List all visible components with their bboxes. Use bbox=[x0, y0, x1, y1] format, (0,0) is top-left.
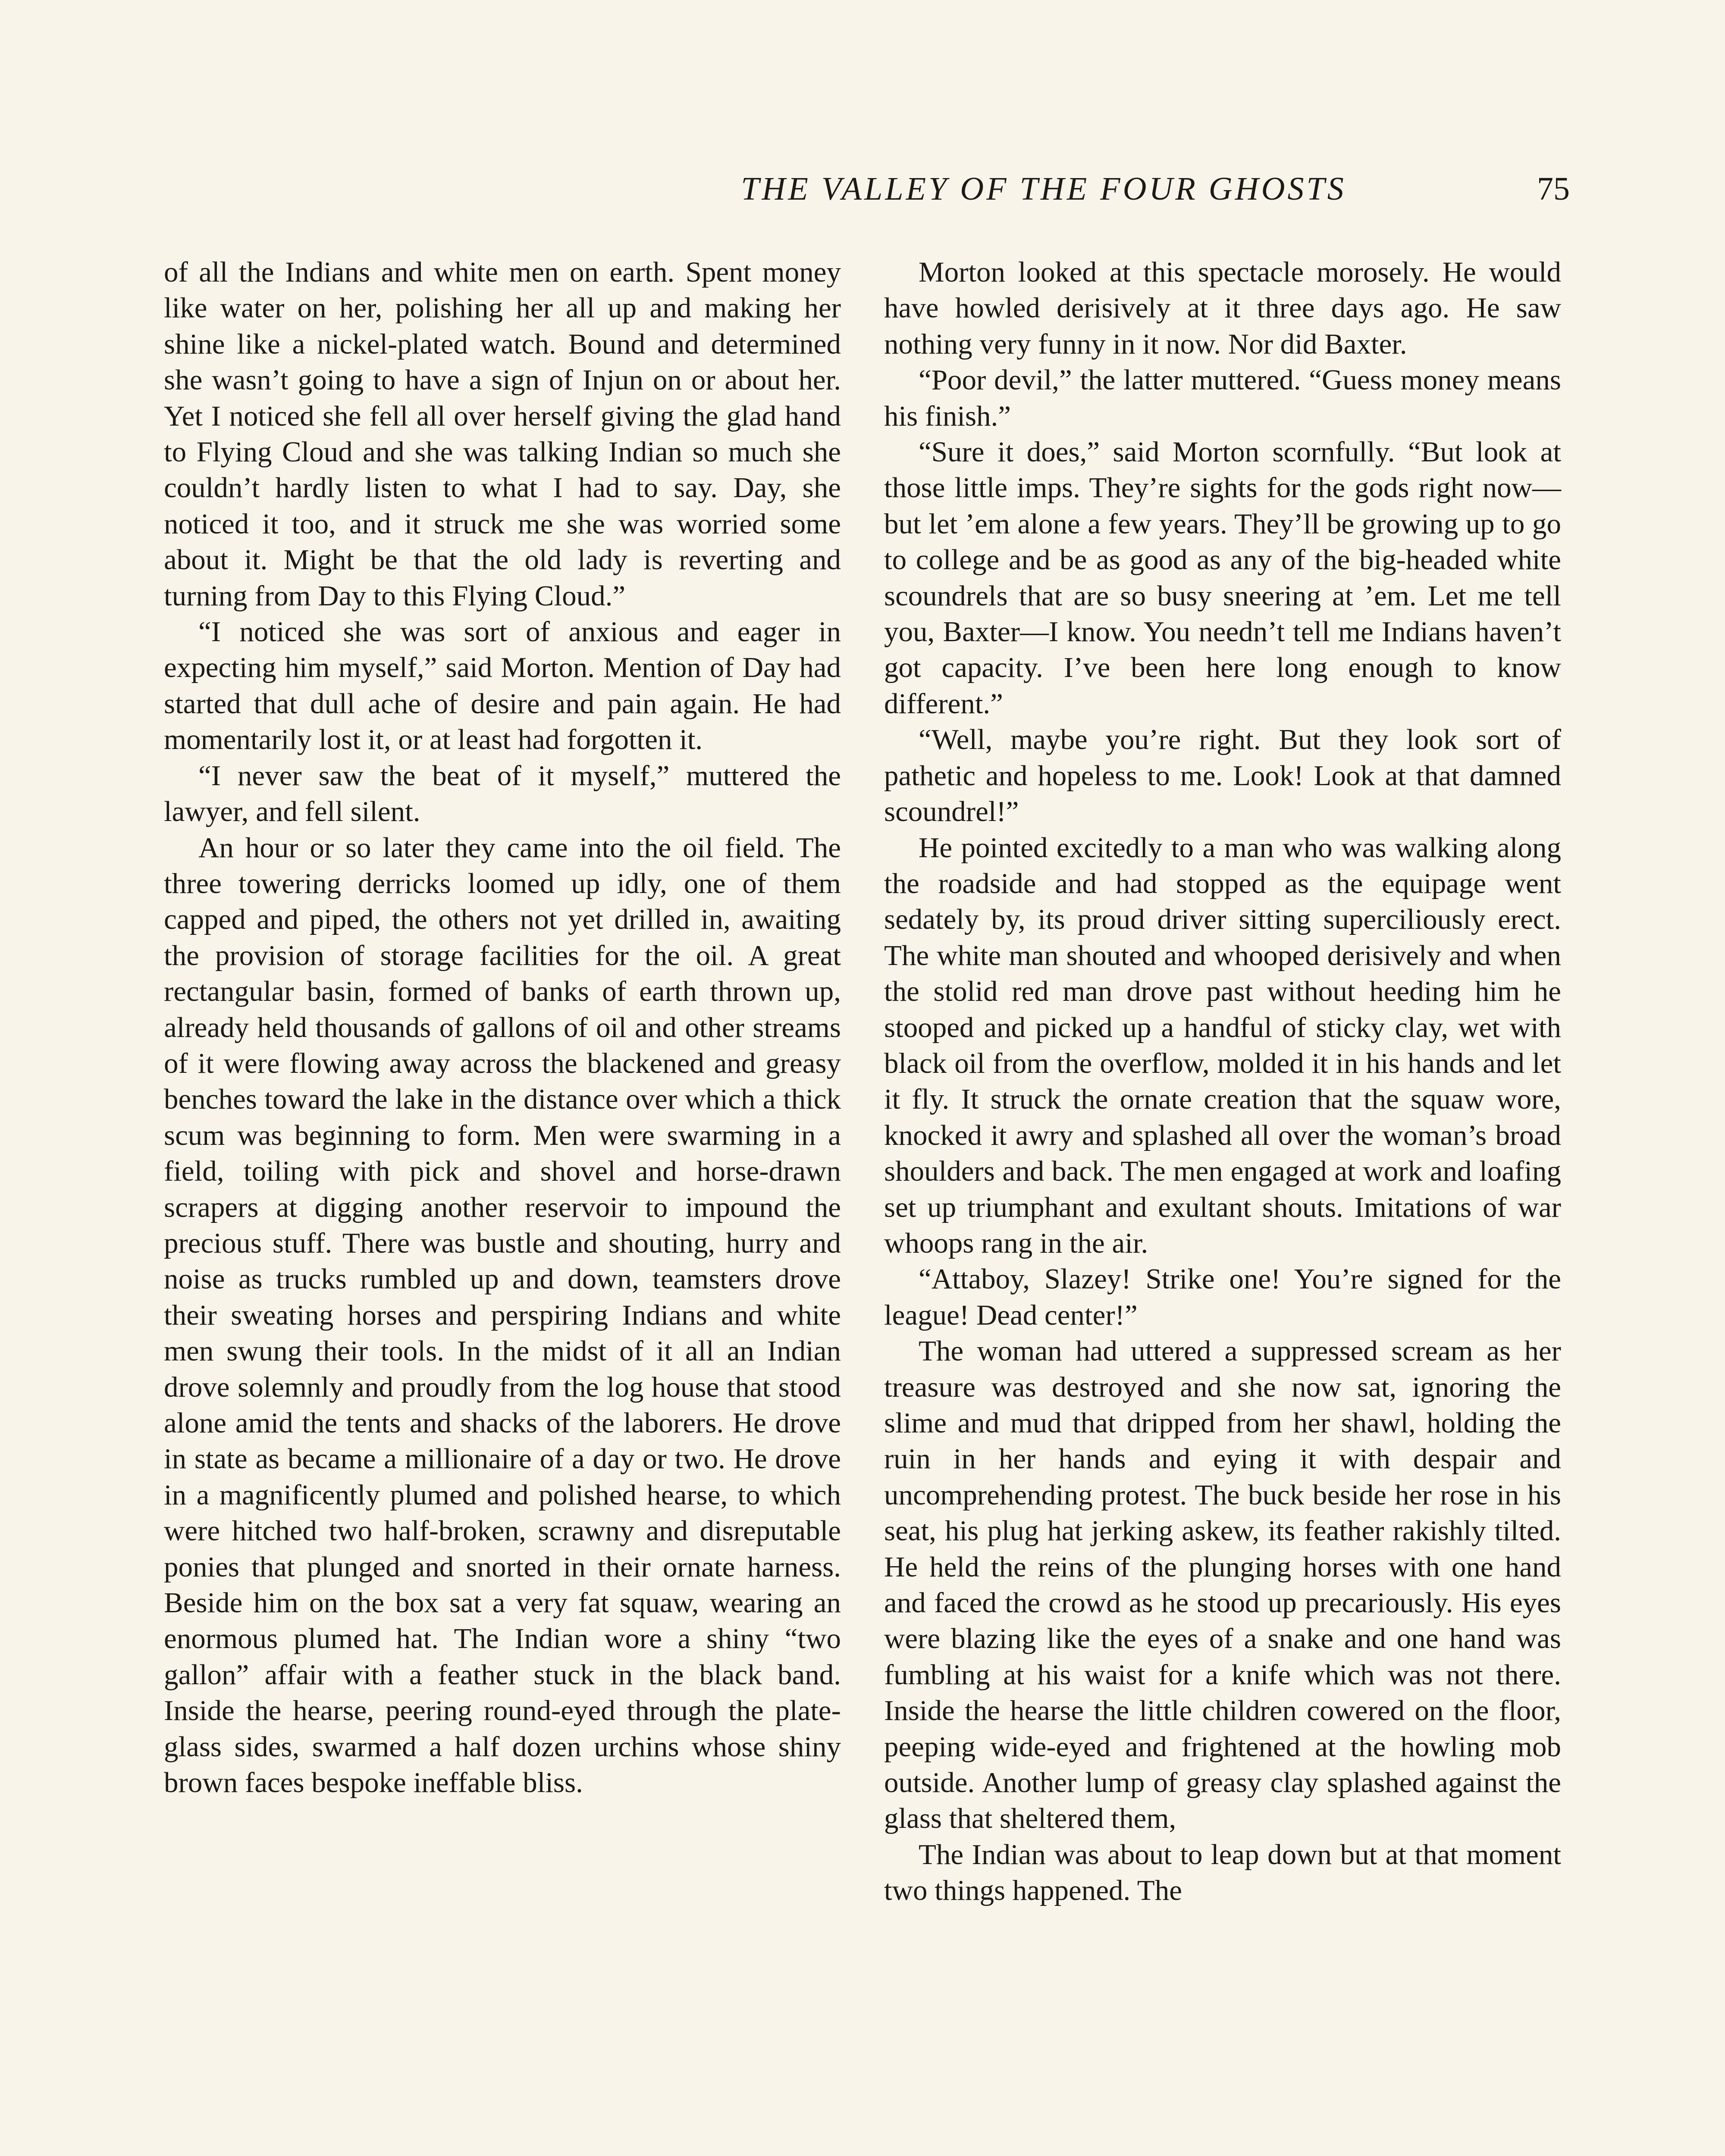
paragraph: An hour or so later they came into the oil field. The three towering derricks loomed up idly, one of them capped and piped, the others not yet drilled in, awaiting the provision of storage facilities for the oil. A great rectangular basin, formed of banks of earth thrown up, already held thousands of gallons of oil and other streams of it were flowing away across the blackened and greasy benches toward the lake in the distance over which a thick scum was beginning to form. Men were swarming in a field, toiling with pick and shovel and horse-drawn scrapers at digging another reservoir to impound the precious stuff. There was bustle and shouting, hurry and noise as trucks rumbled up and down, teamsters drove their sweating horses and perspiring Indians and white men swung their tools. In the midst of it all an Indian drove solemnly and proudly from the log house that stood alone amid the tents and shacks of the laborers. He drove in state as became a millionaire of a day or two. He drove in a magnificently plumed and polished hearse, to which were hitched two half-broken, scrawny and disreputable ponies that plunged and snorted in their ornate harness. Beside him on the box sat a very fat squaw, wearing an enormous plumed hat. The Indian wore a shiny “two gallon” affair with a feather stuck in the black band. Inside the hearse, peering round-eyed through the plate-glass sides, swarmed a half dozen urchins whose shiny brown faces bespoke ineffable bliss. bbox=[164, 831, 841, 1799]
right-column bbox=[884, 254, 1561, 1909]
page-number: 75 bbox=[1537, 171, 1570, 207]
paragraph: The Indian was about to leap down but at that moment two things happened. The bbox=[884, 1838, 1561, 1907]
paragraph: The woman had uttered a suppressed scream as her treasure was destroyed and she now sat, ignoring the slime and mud that dripped from her shawl, holding the ruin in her hands and eying it with despair and uncomprehending protest. The buck beside her rose in his seat, his plug hat jerking askew, its feather rakishly tilted. He held the reins of the plunging horses with one hand and faced the crowd as he stood up precariously. His eyes were blazing like the eyes of a snake and one hand was fumbling at his waist for a knife which was not there. Inside the hearse the little children cowered on the floor, peeping wide-eyed and frightened at the howling mob outside. Another lump of greasy clay splashed against the glass that sheltered them, bbox=[884, 1335, 1561, 1835]
paragraph: “Sure it does,” said Morton scornfully. “But look at those little imps. They’re sights for the gods right now—but let ’em alone a few years. They’ll be growing up to go to college and be as good as any of the big-headed white scoundrels that are so busy sneering at ’em. Let me tell you, Baxter—I know. You needn’t tell me Indians haven’t got capacity. I’ve been here long enough to know different.” bbox=[884, 436, 1561, 720]
paragraph: “Attaboy, Slazey! Strike one! You’re signed for the league! Dead center!” bbox=[884, 1263, 1561, 1331]
paragraph: Morton looked at this spectacle morosely. He would have howled derisively at it three days ago. He saw nothing very funny in it now. Nor did Baxter. bbox=[884, 256, 1561, 360]
paragraph: He pointed excitedly to a man who was walking along the roadside and had stopped as the equipage went sedately by, its proud driver sitting superciliously erect. The white man shouted and whooped derisively and when the stolid red man drove past without heeding him he stooped and picked up a handful of sticky clay, wet with black oil from the overflow, molded it in his hands and let it fly. It struck the ornate creation that the squaw wore, knocked it awry and splashed all over the woman’s broad shoulders and back. The men engaged at work and loafing set up triumphant and exultant shouts. Imitations of war whoops rang in the air. bbox=[884, 831, 1561, 1259]
paragraph: “I noticed she was sort of anxious and eager in expecting him myself,” said Morton. Mention of Day had started that dull ache of desire and pain again. He had momentarily lost it, or at least had forgotten it. bbox=[164, 616, 841, 756]
running-header: THE VALLEY OF THE FOUR GHOSTS bbox=[741, 171, 1346, 207]
paragraph: “I never saw the beat of it myself,” muttered the lawyer, and fell silent. bbox=[164, 759, 841, 828]
left-column bbox=[164, 254, 841, 1801]
paragraph: of all the Indians and white men on earth. Spent money like water on her, polishing her all up and making her shine like a nickel-plated watch. Bound and determined she wasn’t going to have a sign of Injun on or about her. Yet I noticed she fell all over herself giving the glad hand to Flying Cloud and she was talking Indian so much she couldn’t hardly listen to what I had to say. Day, she noticed it too, and it struck me she was worried some about it. Might be that the old lady is reverting and turning from Day to this Flying Cloud.” bbox=[164, 256, 841, 612]
paragraph: “Well, maybe you’re right. But they look sort of pathetic and hopeless to me. Look! Look at that damned scoundrel!” bbox=[884, 724, 1561, 828]
paragraph: “Poor devil,” the latter muttered. “Guess money means his finish.” bbox=[884, 364, 1561, 432]
